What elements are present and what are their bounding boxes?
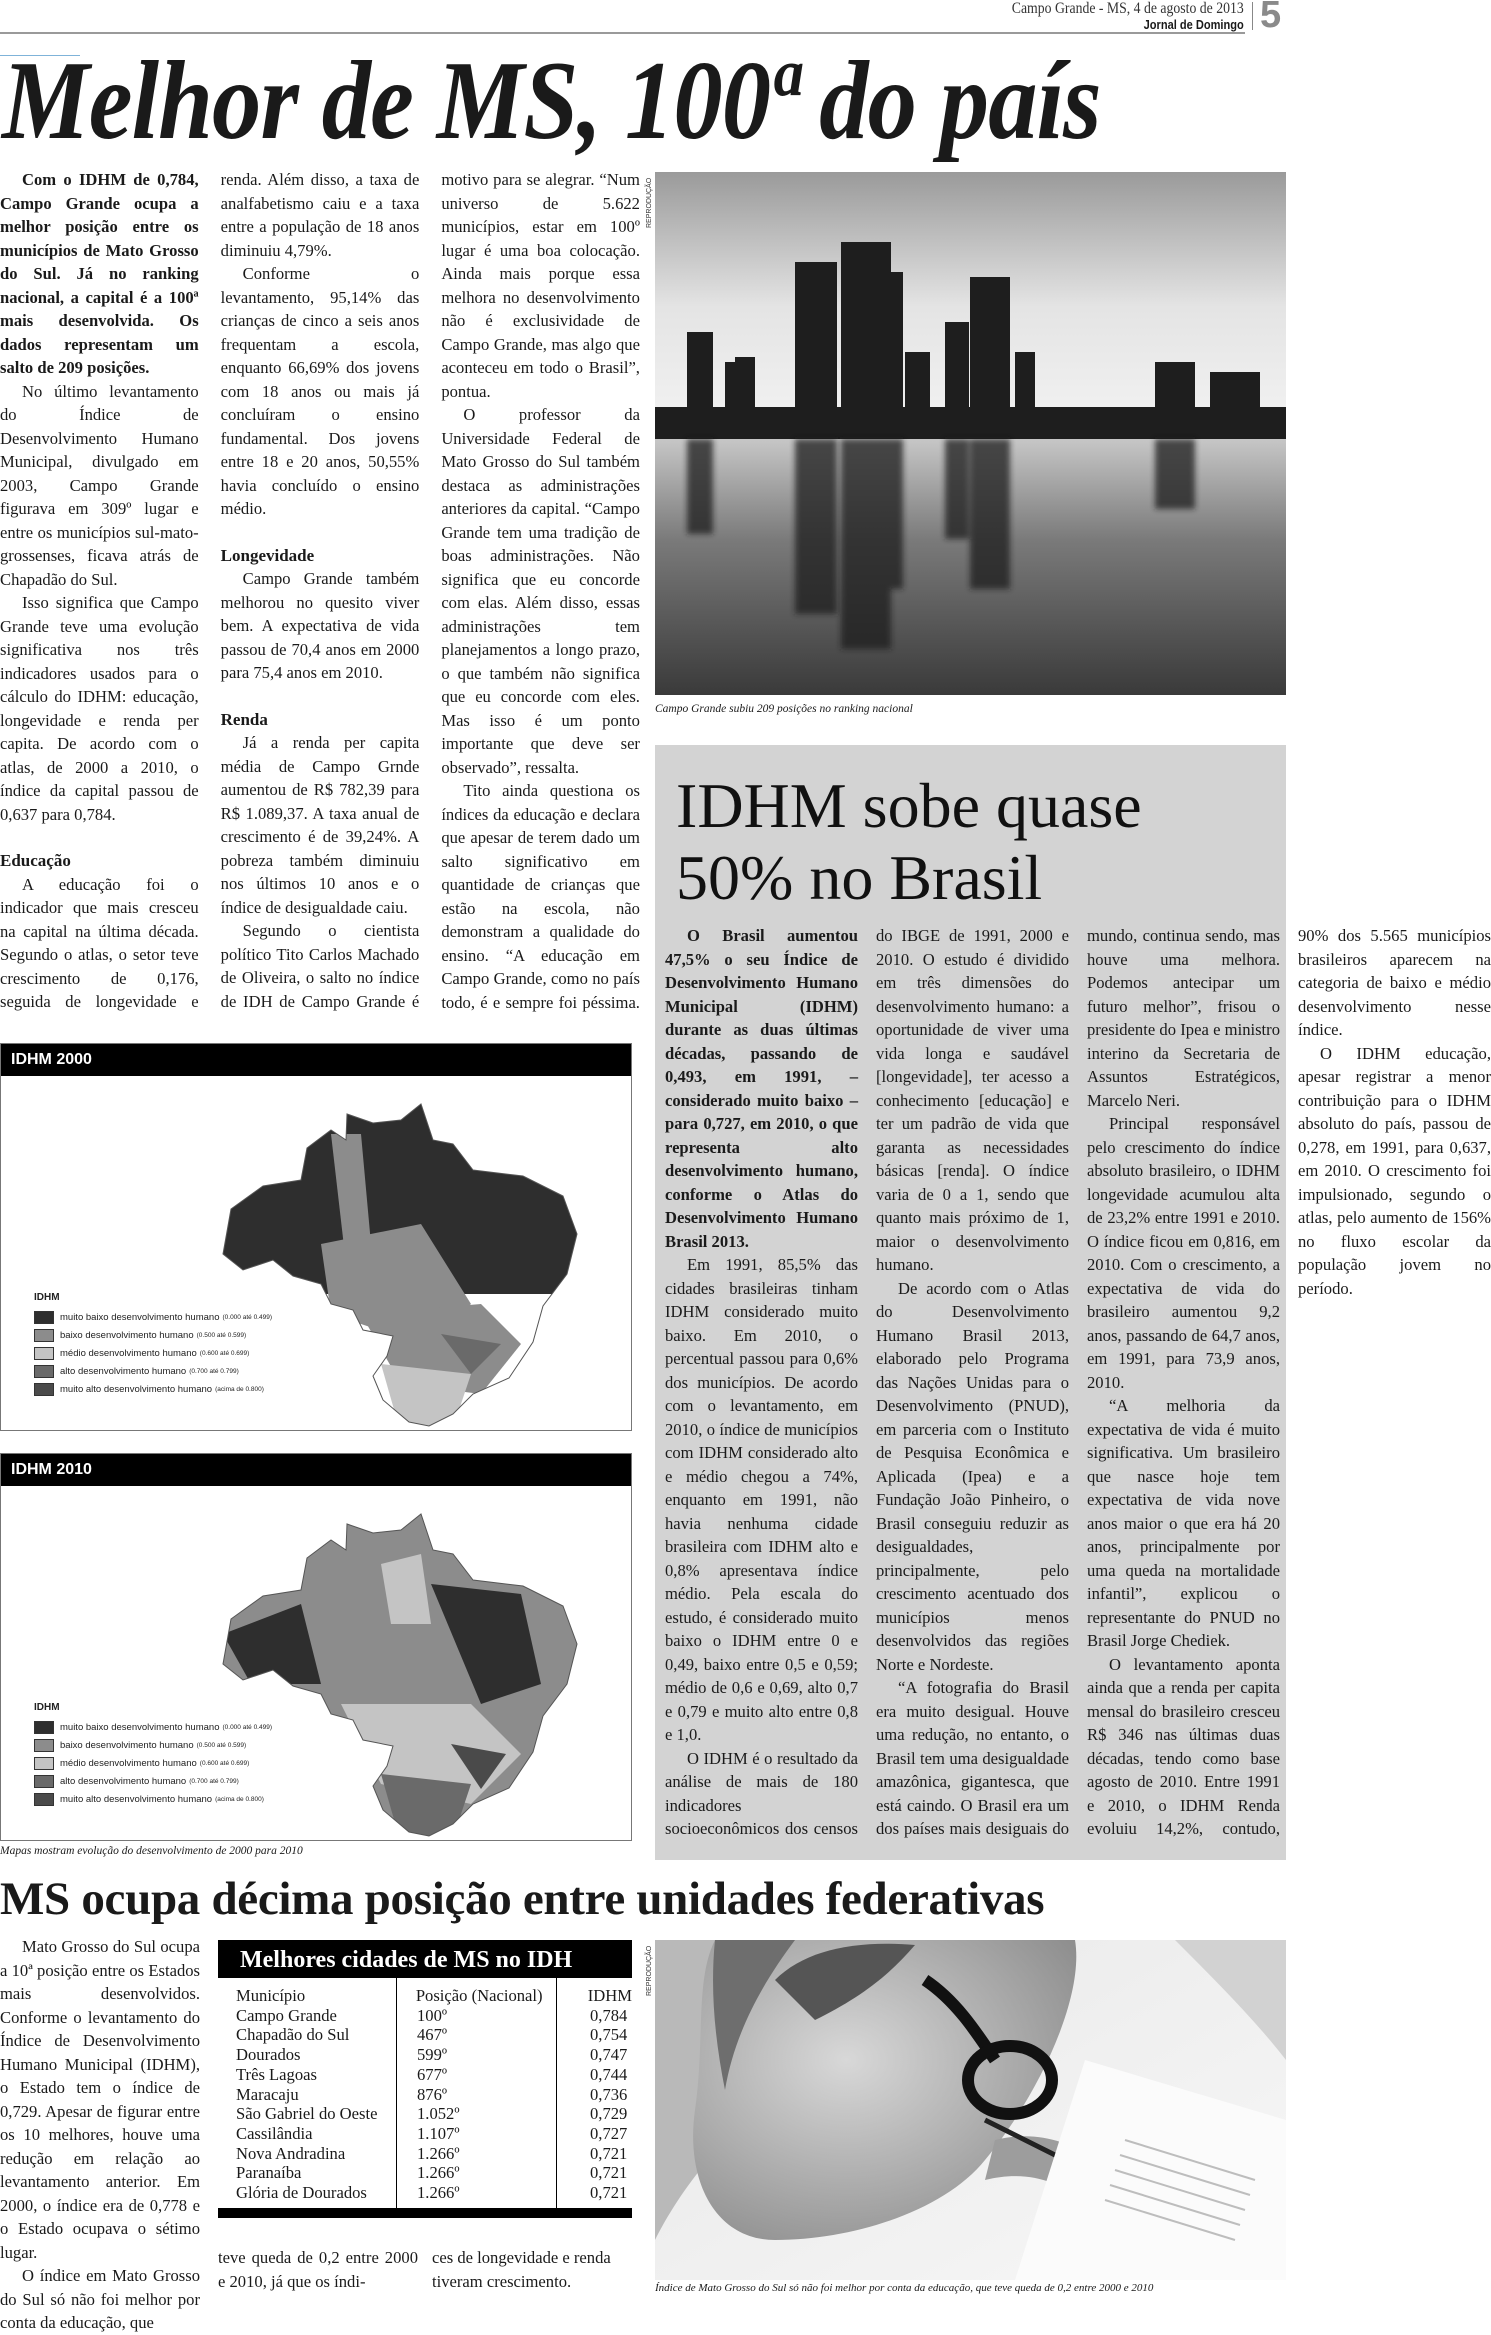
brasil-headline-line1: IDHM sobe quase [676, 770, 1142, 841]
table-title: Melhores cidades de MS no IDH [218, 1940, 632, 1978]
cell-municipio: Três Lagoas [236, 2064, 317, 2084]
cell-posicao: 100º [417, 2005, 448, 2025]
legend-swatch [34, 1793, 54, 1806]
cell-idhm: 0,736 [590, 2084, 628, 2104]
paragraph: Conforme o levantamento, 95,14% das crianças de cinco a seis anos frequentam a escola, enquanto 66,69% dos jovens com 18 anos ou mais já concluíram o ensino fundamental. Dos jovens entre 18 e 20 anos, 50,55% havia concluído o ensino médio. [220, 264, 420, 518]
legend-range: (acima de 0.800) [215, 1385, 264, 1393]
map-region [381, 1774, 471, 1844]
legend-label: alto desenvolvimento humano [60, 1365, 187, 1377]
table-row [218, 2085, 632, 2105]
section-heading: Educação [0, 851, 71, 870]
header-municipio: Município [236, 1986, 306, 2005]
legend-item [34, 1344, 272, 1362]
cell-municipio: Cassilândia [236, 2123, 313, 2143]
masthead-divider [1252, 2, 1253, 30]
cell-municipio: Campo Grande [236, 2005, 337, 2025]
legend-range: (acima de 0.800) [215, 1795, 264, 1803]
cell-idhm: 0,721 [590, 2183, 628, 2203]
legend-range: (0.500 até 0.599) [196, 1741, 247, 1749]
legend-label: muito alto desenvolvimento humano [60, 1383, 213, 1395]
legend-swatch [34, 1347, 54, 1360]
paragraph: Mato Grosso do Sul ocupa a 10ª posição entre os Estados mais desenvolvidos. Conforme o levantamento do Índice de Desenvolvimento Humano Municipal (IDHM), o Estado tem o índice de 0,729. Apesar de figurar entre os 10 melhores, houve uma redução em relação ao levantamento anterior. Em 2000, o índice era de 0,778 e o Estado ocupava o sétimo lugar. [0, 1937, 200, 2262]
paragraph: Em 1991, 85,5% das cidades brasileiras tinham IDHM considerado muito baixo. Em 2010, o percentual passou para 0,6% dos municípios. De acordo com o levantamento, em 2010, o índice de municípios com IDHM considerado alto e médio chegou a 74%, enquanto em 1991, não havia nenhuma cidade brasileira com IDHM alto e 0,8% apresentava índice médio. Pela escala do estudo, é considerado muito baixo o IDHM entre 0 e 0,49, baixo entre 0,5 e 0,59; médio de 0,6 e 0,69, alto 0,7 e 0,79 e muito alto entre 0,8 e 1,0. [665, 1255, 858, 1744]
legend-item [34, 1326, 272, 1344]
column-divider [556, 1978, 557, 2218]
lead-paragraph: O Brasil aumentou 47,5% o seu Índice de Desenvolvimento Humano Municipal (IDHM) durante as duas últimas décadas, passando de 0,493, em 1991, – considerado muito baixo – para 0,727, em 2010, o que representa alto desenvolvimento humano, conforme o Atlas do Desenvolvimento Humano Brasil 2013. [665, 926, 858, 1251]
cell-municipio: Glória de Dourados [236, 2183, 367, 2203]
cell-posicao: 677º [417, 2064, 448, 2084]
column-divider [396, 1978, 397, 2218]
cell-idhm: 0,754 [590, 2025, 628, 2045]
table-row [218, 2065, 632, 2085]
legend-range: (0.700 até 0.799) [189, 1367, 239, 1375]
paragraph: Tito ainda questiona os índices da educação e declara que apesar de terem dado um salto significativo em quantidade de crianças que estão na escola, não demonstram a qualidade do ensino. “A educação em Campo Grande, como no país todo, é e sempre foi péssima. [441, 781, 640, 1012]
legend-item [34, 1718, 272, 1736]
legend-label: médio desenvolvimento humano [60, 1347, 197, 1359]
paragraph: Principal responsável pelo crescimento do índice absoluto brasileiro, o IDHM longevidade acumulou alta de 23,2% entre 1991 e 2010. O índice ficou em 0,816, em 2010. Com o crescimento, a expectativa de vida do brasileiro aumentou 9,2 anos, passando de 64,7 anos, em 1991, para 73,9 anos, 2010. [1087, 1114, 1280, 1392]
map-region [381, 1364, 471, 1434]
map-title: IDHM 2010 [1, 1454, 631, 1486]
legend-range: (0.500 até 0.599) [196, 1331, 247, 1339]
cell-posicao: 1.266º [417, 2183, 460, 2203]
section-heading: Renda [220, 709, 268, 729]
legend-item [34, 1772, 272, 1790]
legend-item [34, 1308, 272, 1326]
header-posicao: Posição (Nacional) [415, 1986, 543, 2005]
legend-range: (0.700 até 0.799) [189, 1777, 239, 1785]
cell-posicao: 467º [417, 2025, 448, 2045]
legend-title: IDHM [34, 1292, 60, 1303]
legend-item [34, 1736, 272, 1754]
journal-name: Jornal de Domingo [1143, 17, 1244, 32]
cell-municipio: Nova Andradina [236, 2143, 346, 2163]
legend-label: alto desenvolvimento humano [60, 1775, 187, 1787]
paragraph: Já a renda per capita média de Campo Grnde aumentou de R$ 782,39 para R$ 1.089,37. A taxa anual de crescimento é de 39,24%. A pobreza também diminuiu nos últimos 10 anos e o índice de desigualdade caiu. [220, 733, 420, 917]
paragraph: teve queda de 0,2 entre 2000 e 2010, já que os índi- [218, 2248, 418, 2291]
best-cities-table [218, 1940, 632, 2220]
table-body [218, 1978, 632, 2218]
legend-item [34, 1754, 272, 1772]
legend-label: muito alto desenvolvimento humano [60, 1793, 213, 1805]
map-idhm-2010 [0, 1453, 632, 1841]
paragraph: “A melhoria da expectativa de vida é muito significativa. Um brasileiro que nasce hoje tem expectativa de vida nove anos maior o que era há 20 anos, principalmente por uma queda na mortalidade infantil”, explicou o representante do PNUD no Brasil Jorge Chediek. [1087, 1396, 1280, 1650]
paragraph: O IDHM educação, apesar registrar a menor contribuição para o IDHM absoluto do país, passou de 0,278, em 1991, para 0,637, em 2010. O crescimento foi impulsionado, segundo o atlas, pelo aumento de 156% no fluxo escolar da população jovem no período. [1298, 1043, 1491, 1298]
brasil-headline-line2: 50% no Brasil [676, 842, 1043, 913]
legend-swatch [34, 1775, 54, 1788]
legend-swatch [34, 1329, 54, 1342]
legend-swatch [34, 1721, 54, 1734]
lead-paragraph: Com o IDHM de 0,784, Campo Grande ocupa a melhor posição entre os municípios de Mato Grosso do Sul. Já no ranking nacional, a capital é a 100ª mais desenvolvida. Os dados representam um salto de 209 posições. [0, 170, 199, 377]
paragraph: A educação foi o indicador que mais cresceu na capital na última década. Segundo o atlas, o setor teve crescimento de 0,176, seguida de longevidade e renda. Além disso, a taxa de analfabetismo caiu e a taxa entre a população de 18 anos diminuiu 4,79%. [0, 170, 420, 1011]
cell-municipio: Chapadão do Sul [236, 2025, 350, 2045]
legend-item [34, 1362, 272, 1380]
legend-label: muito baixo desenvolvimento humano [60, 1311, 220, 1323]
paragraph: No último levantamento do Índice de Desenvolvimento Humano Municipal, divulgado em 2003, Campo Grande figurava em 309º lugar e entre os municípios sul-mato-grossenses, ficava atrás de Chapadão do Sul. [0, 381, 199, 589]
table-row [218, 2144, 632, 2164]
legend-item [34, 1380, 272, 1398]
paragraph: O índice em Mato Grosso do Sul só não foi melhor por conta da educação, que [0, 2266, 200, 2332]
legend-range: (0.600 até 0.699) [199, 1349, 250, 1357]
page-number: 5 [1260, 0, 1282, 36]
cell-idhm: 0,784 [590, 2005, 628, 2025]
maps-caption: Mapas mostram evolução do desenvolvimento de 2000 para 2010 [0, 1845, 303, 1857]
cell-idhm: 0,747 [590, 2045, 628, 2065]
header-idhm: IDHM [587, 1986, 632, 2005]
cell-idhm: 0,721 [590, 2163, 628, 2183]
cell-municipio: Paranaíba [236, 2163, 302, 2183]
photo-caption: Índice de Mato Grosso do Sul só não foi melhor por conta da educação, que teve queda de 0,2 entre 2000 e 2010 [655, 2282, 1154, 2294]
header-rule [0, 32, 1245, 34]
table-row [218, 2124, 632, 2144]
cell-idhm: 0,744 [590, 2064, 628, 2084]
legend-item [34, 1790, 272, 1808]
legend-swatch [34, 1311, 54, 1324]
cell-idhm: 0,727 [590, 2123, 628, 2143]
ms-headline: MS ocupa décima posição entre unidades federativas [0, 1873, 1045, 1925]
paragraph: O IDHM é o resultado da análise de mais de 180 indicadores socioeconômicos dos censos do IBGE de 1991, 2000 e 2010. O estudo é dividido em três dimensões do desenvolvimento humano: a oportunidade de viver uma vida longa e saudável [longevidade], ter acesso a conhecimento [educação] e ter um padrão de vida que garanta as necessidades básicas [renda]. O índice varia de 0 a 1, sendo que quanto mais próximo de 1, maior o desenvolvimento humano. [665, 926, 1069, 1838]
legend-swatch [34, 1739, 54, 1752]
legend-label: baixo desenvolvimento humano [60, 1739, 194, 1751]
cell-posicao: 1.266º [417, 2143, 460, 2163]
ms-story-col1 [0, 1935, 200, 2335]
ms-story-col2 [218, 2246, 418, 2293]
cell-municipio: São Gabriel do Oeste [236, 2104, 378, 2124]
cell-posicao: 1.107º [417, 2123, 460, 2143]
cell-idhm: 0,729 [590, 2104, 628, 2124]
brasil-headline [676, 770, 1142, 914]
map-legend [34, 1702, 272, 1808]
map-legend [34, 1292, 272, 1398]
ms-story-col3 [432, 2246, 632, 2293]
paragraph: O professor da Universidade Federal de Mato Grosso do Sul também destaca as administrações anteriores da capital. “Campo Grande tem uma tradição de boas administrações. Não significa que eu concorde com elas. Além disso, essas administrações tem planejamentos a longo prazo, o que também não significa que eu concorde com eles. Mas isso é um ponto importante que deve ser observado”, ressalta. [441, 405, 640, 777]
legend-label: muito baixo desenvolvimento humano [60, 1721, 220, 1733]
paragraph: Campo Grande também melhorou no quesito viver bem. A expectativa de vida passou de 70,4 anos em 2000 para 75,4 anos em 2010. [220, 569, 420, 682]
photo-caption: Campo Grande subiu 209 posições no ranking nacional [655, 703, 913, 715]
table-row [218, 2104, 632, 2124]
table-row [218, 2025, 632, 2045]
table-row [218, 2183, 632, 2203]
map-idhm-2000 [0, 1043, 632, 1431]
legend-swatch [34, 1757, 54, 1770]
paragraph: “A fotografia do Brasil era muito desigual. Houve uma redução, no entanto, o Brasil tem uma desigualdade amazônica, gigantesca, que está caindo. O Brasil era um dos países mais desiguais do mundo, continua sendo, mas houve uma melhora. Podemos antecipar um futuro melhor”, frisou o presidente do Ipea e ministro interino da Secretaria de Assuntos Estratégicos, Marcelo Neri. [876, 926, 1280, 1838]
main-headline: Melhor de MS, 100ª do país [2, 39, 1101, 163]
table-footer-bar [218, 2208, 632, 2218]
paragraph: De acordo com o Atlas do Desenvolvimento Humano Brasil 2013, elaborado pelo Programa das Nações Unidas para o Desenvolvimento (PNUD), em parceria com o Instituto de Pesquisa Econômica e Aplicada (Ipea) e a Fundação João Pinheiro, o Brasil conseguiu reduzir as desigualdades, principalmente, pelo crescimento acentuado dos municípios menos desenvolvidos das regiões Norte e Nordeste. [876, 1278, 1069, 1674]
legend-label: médio desenvolvimento humano [60, 1757, 197, 1769]
legend-range: (0.600 até 0.699) [199, 1759, 250, 1767]
legend-range: (0.000 até 0.499) [222, 1313, 272, 1321]
paragraph: Segundo o cientista político Tito Carlos Machado de Oliveira, o salto no índice de IDH de Campo Grande é motivo para se alegrar. “Num universo de 5.622 municípios, estar em 100º lugar é uma boa colocação. Ainda mais porque essa melhora no desenvolvimento não é exclusividade de Campo Grande, mas algo que aconteceu em todo o Brasil”, pontua. [220, 170, 640, 1011]
cell-posicao: 1.052º [417, 2104, 460, 2124]
legend-swatch [34, 1383, 54, 1396]
map-title: IDHM 2000 [1, 1044, 631, 1076]
skyline-photo [655, 172, 1286, 695]
top-story-body [0, 168, 640, 1028]
paragraph: O levantamento aponta ainda que a renda per capita mensal do brasileiro cresceu R$ 346 nas últimas duas décadas, tendo como base agosto de 2010. Entre 1991 e 2010, o IDHM Renda evoluiu 14,2%, contudo, 90% dos 5.565 municípios brasileiros aparecem na categoria de baixo e médio desenvolvimento nesse índice. [1087, 926, 1491, 1838]
table-row [218, 2045, 632, 2065]
brasil-story-body [665, 924, 1491, 1859]
paragraph: ces de longevidade e renda tiveram crescimento. [432, 2248, 611, 2291]
edition-date: Campo Grande - MS, 4 de agosto de 2013 [1012, 0, 1244, 17]
cell-municipio: Dourados [236, 2045, 301, 2065]
legend-swatch [34, 1365, 54, 1378]
cell-posicao: 1.266º [417, 2163, 460, 2183]
table-row [218, 2006, 632, 2026]
table-header-row [218, 1986, 632, 2006]
woman-reading-photo [655, 1940, 1286, 2280]
cell-idhm: 0,721 [590, 2143, 628, 2163]
photo-credit: REPRODUÇÃO [646, 1945, 653, 1996]
legend-range: (0.000 até 0.499) [222, 1723, 272, 1731]
cell-posicao: 876º [417, 2084, 448, 2104]
cell-posicao: 599º [417, 2045, 448, 2065]
cell-municipio: Maracaju [236, 2084, 299, 2104]
photo-credit: REPRODUÇÃO [646, 177, 653, 228]
legend-title: IDHM [34, 1702, 60, 1713]
paragraph: Isso significa que Campo Grande teve uma evolução significativa nos três indicadores usados para o cálculo do IDHM: educação, longevidade e renda per capita. De acordo com o atlas, de 2000 a 2010, o índice da capital passou de 0,637 para 0,784. [0, 593, 199, 824]
table-row [218, 2163, 632, 2183]
legend-label: baixo desenvolvimento humano [60, 1329, 194, 1341]
section-heading: Longevidade [220, 545, 315, 565]
